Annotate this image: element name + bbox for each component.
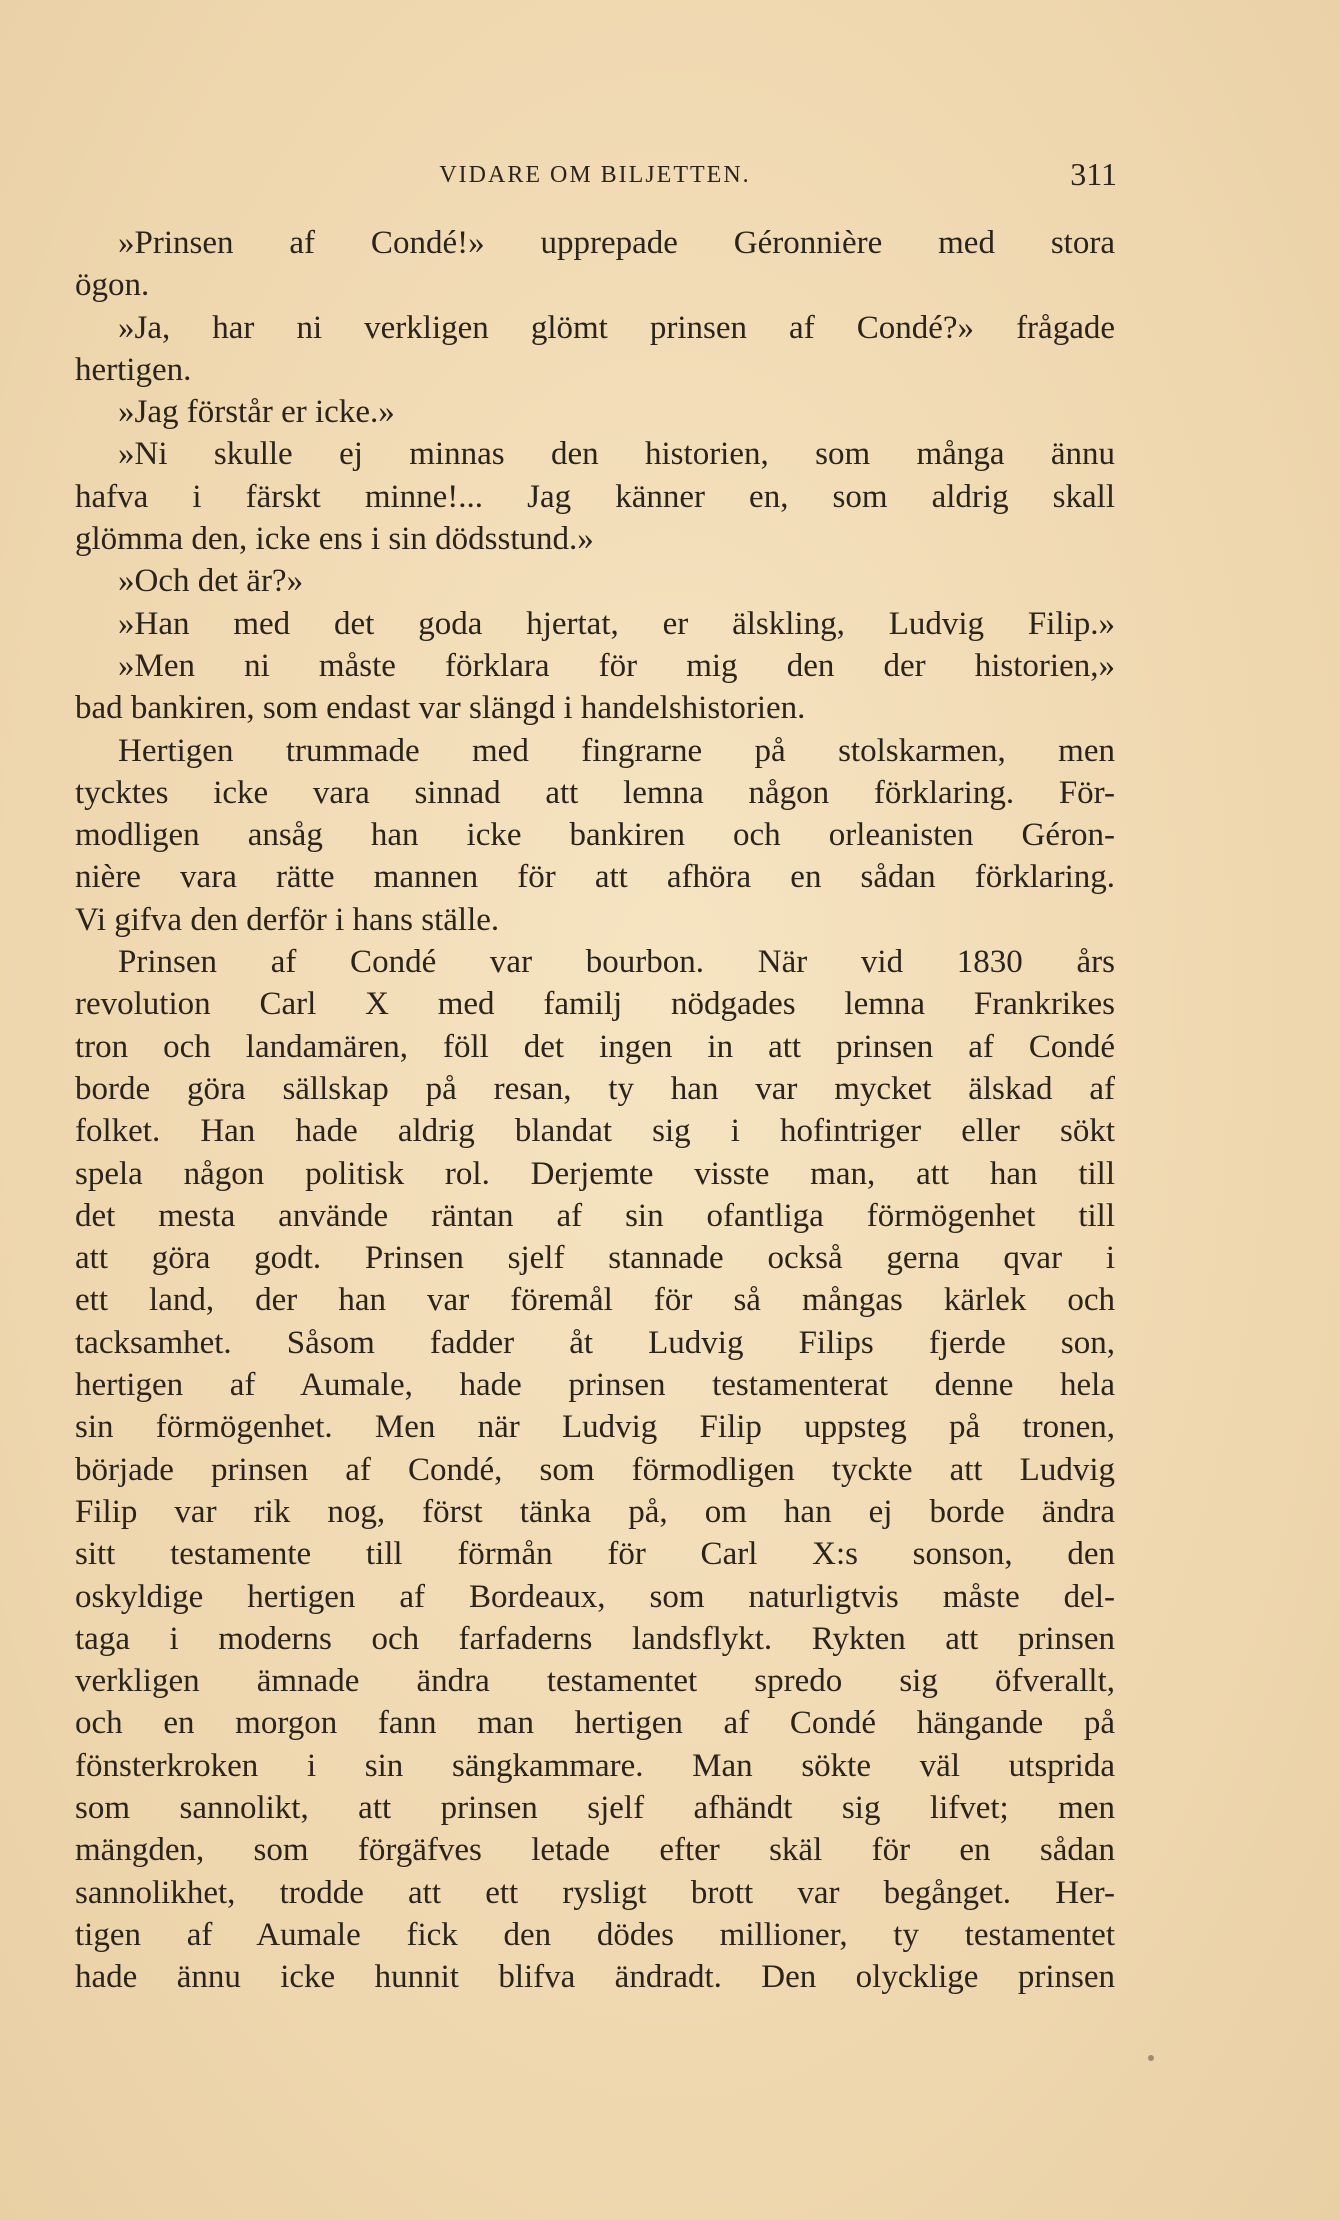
text-line: att göra godt. Prinsen sjelf stannade också gerna qvar i xyxy=(75,1240,1115,1277)
text-line: glömma den, icke ens i sin dödsstund.» xyxy=(75,521,594,558)
text-line: »Men ni måste förklara för mig den der historien,» xyxy=(118,647,1115,684)
text-line: Hertigen trummade med fingrarne på stolskarmen, men xyxy=(118,732,1115,769)
text-line: ögon. xyxy=(75,267,150,304)
text-line: revolution Carl X med familj nödgades lemna Frankrikes xyxy=(75,986,1115,1023)
text-line: »Och det är?» xyxy=(118,563,304,600)
text-line: började prinsen af Condé, som förmodligen tyckte att Ludvig xyxy=(75,1451,1115,1488)
text-line: hertigen. xyxy=(75,351,192,388)
text-line: tigen af Aumale fick den dödes millioner, ty testamentet xyxy=(75,1916,1115,1953)
text-line: det mesta använde räntan af sin ofantliga förmögenhet till xyxy=(75,1197,1115,1234)
text-line: sitt testamente till förmån för Carl X:s sonson, den xyxy=(75,1536,1115,1573)
text-line: bad bankiren, som endast var slängd i handelshistorien. xyxy=(75,690,806,727)
text-line: hertigen af Aumale, hade prinsen testamenterat denne hela xyxy=(75,1367,1115,1404)
book-page xyxy=(75,150,1115,1998)
running-head xyxy=(75,150,1115,210)
text-line: sannolikhet, trodde att ett rysligt brott var begånget. Her- xyxy=(75,1874,1115,1911)
text-line: mängden, som förgäfves letade efter skäl för en sådan xyxy=(75,1832,1115,1869)
text-line: verkligen ämnade ändra testamentet spredo sig öfverallt, xyxy=(75,1663,1115,1700)
text-line: Prinsen af Condé var bourbon. När vid 1830 års xyxy=(118,944,1115,981)
text-line: »Ni skulle ej minnas den historien, som många ännu xyxy=(118,436,1115,473)
text-line: »Ja, har ni verkligen glömt prinsen af Condé?» frågade xyxy=(118,309,1115,346)
running-title: VIDARE OM BILJETTEN. xyxy=(439,162,751,188)
text-line: och en morgon fann man hertigen af Condé hängande på xyxy=(75,1705,1115,1742)
text-line: fönsterkroken i sin sängkammare. Man sökte väl utsprida xyxy=(75,1747,1115,1784)
text-line: Vi gifva den derför i hans ställe. xyxy=(75,901,500,938)
body-text xyxy=(75,222,1115,1998)
text-line: folket. Han hade aldrig blandat sig i hofintriger eller sökt xyxy=(75,1113,1115,1150)
text-line: Filip var rik nog, först tänka på, om han ej borde ändra xyxy=(75,1493,1115,1530)
text-line: oskyldige hertigen af Bordeaux, som naturligtvis måste del- xyxy=(75,1578,1115,1615)
text-line: hafva i färskt minne!... Jag känner en, som aldrig skall xyxy=(75,478,1115,515)
text-line: tycktes icke vara sinnad att lemna någon förklaring. För- xyxy=(75,774,1115,811)
text-line: »Jag förstår er icke.» xyxy=(118,394,395,431)
text-line: »Prinsen af Condé!» upprepade Géronnière med stora xyxy=(118,225,1115,261)
text-line: spela någon politisk rol. Derjemte visste man, att han till xyxy=(75,1155,1115,1192)
text-line: sin förmögenhet. Men när Ludvig Filip uppsteg på tronen, xyxy=(75,1409,1115,1446)
text-line: »Han med det goda hjertat, er älskling, Ludvig Filip.» xyxy=(118,605,1115,642)
text-line: nière vara rätte mannen för att afhöra en sådan förklaring. xyxy=(75,859,1115,896)
text-line: borde göra sällskap på resan, ty han var mycket älskad af xyxy=(75,1070,1115,1107)
text-line: taga i moderns och farfaderns landsflykt. Rykten att prinsen xyxy=(75,1620,1115,1657)
page-number: 311 xyxy=(1070,156,1117,192)
text-line: ett land, der han var föremål för så mångas kärlek och xyxy=(75,1282,1115,1319)
text-line: hade ännu icke hunnit blifva ändradt. Den olycklige prinsen xyxy=(75,1959,1115,1996)
paper-speck xyxy=(1148,2055,1154,2061)
text-line: tron och landamären, föll det ingen in att prinsen af Condé xyxy=(75,1028,1115,1065)
text-line: tacksamhet. Såsom fadder åt Ludvig Filips fjerde son, xyxy=(75,1324,1115,1361)
text-line: som sannolikt, att prinsen sjelf afhändt sig lifvet; men xyxy=(75,1789,1115,1826)
text-line: modligen ansåg han icke bankiren och orleanisten Géron- xyxy=(75,817,1115,854)
